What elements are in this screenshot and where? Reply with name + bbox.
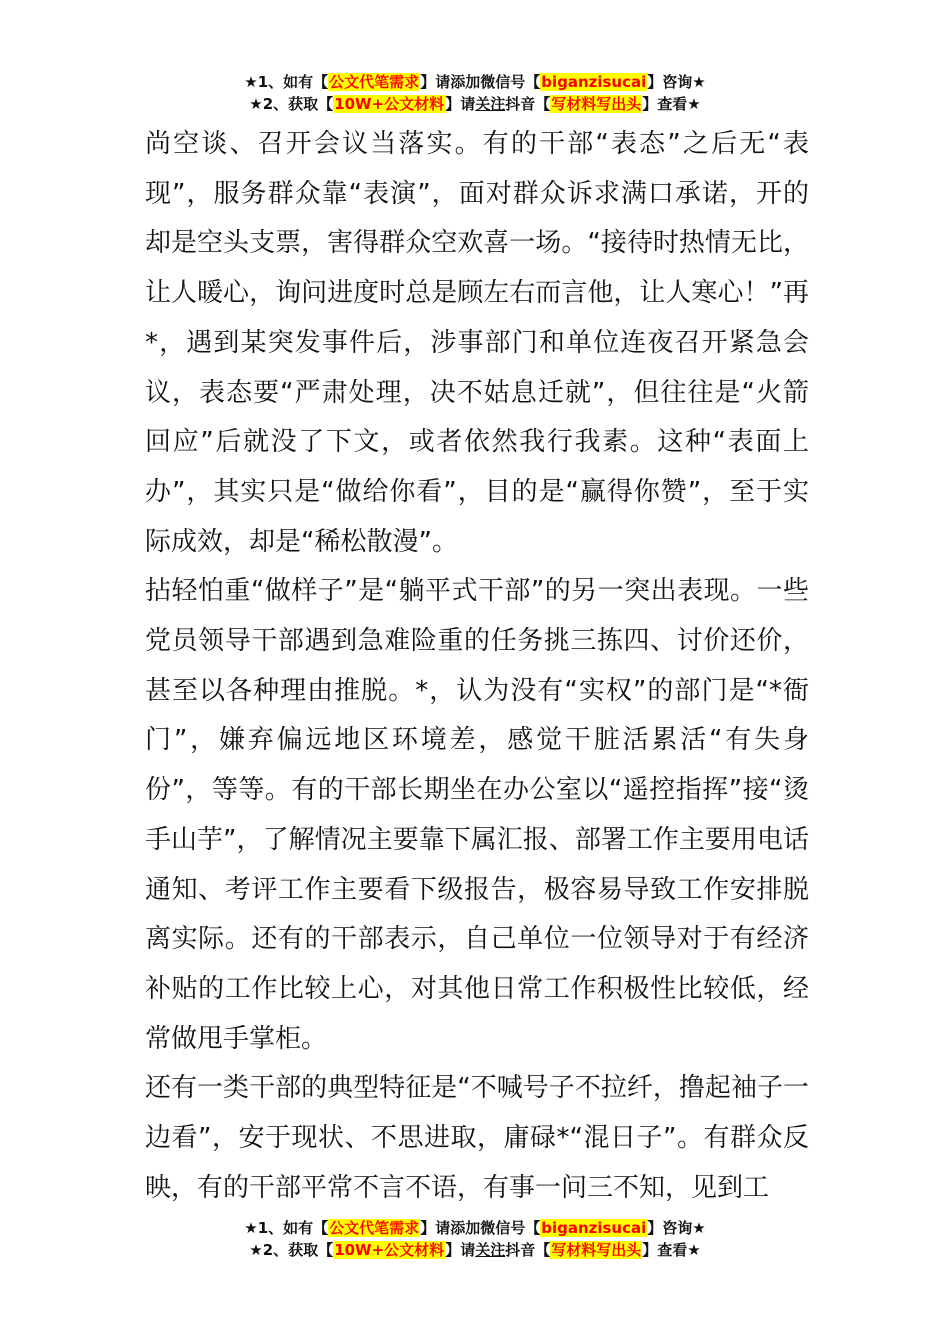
promo-highlight-ghostwriting: 公文代笔需求 bbox=[329, 1219, 420, 1237]
promo-line-1 bbox=[0, 71, 950, 93]
promo-line-2 bbox=[0, 93, 950, 115]
promo-highlight-douyin-account: 写材料写出头 bbox=[551, 1241, 642, 1259]
header-promo-banner bbox=[0, 71, 950, 115]
promo-line-2-suffix: 】查看★ bbox=[642, 1241, 701, 1259]
body-paragraph: 拈轻怕重“做样子”是“躺平式干部”的另一突出表现。一些党员领导干部遇到急难险重的任务挑三拣四、讨价还价，甚至以各种理由推脱。*，认为没有“实权”的部门是“*衙门”，嫌弃偏远地区环境差，感觉干脏活累活“有失身份”，等等。有的干部长期坐在办公室以“遥控指挥”接“烫手山芋”，了解情况主要靠下属汇报、部署工作主要用电话通知、考评工作主要看下级报告，极容易导致工作安排脱离实际。还有的干部表示，自己单位一位领导对于有经济补贴的工作比较上心，对其他日常工作积极性比较低，经常做甩手掌柜。 bbox=[145, 576, 809, 1054]
promo-line-1-suffix: 】咨询★ bbox=[647, 73, 706, 91]
body-paragraph: 尚空谈、召开会议当落实。有的干部“表态”之后无“表现”，服务群众靠“表演”，面对群众诉求满口承诺，开的却是空头支票，害得群众空欢喜一场。“接待时热情无比，让人暖心，询问进度时总是顾左右而言他，让人寒心！”再*，遇到某突发事件后，涉事部门和单位连夜召开紧急会议，表态要“严肃处理，决不姑息迁就”，但往往是“火箭回应”后就没了下文，或者依然我行我素。这种“表面上办”，其实只是“做给你看”，目的是“赢得你赞”，至于实际成效，却是“稀松散漫”。 bbox=[145, 129, 809, 557]
document-body bbox=[145, 120, 809, 1213]
promo-line-1-suffix: 】咨询★ bbox=[647, 1219, 706, 1237]
footer-promo-banner bbox=[0, 1217, 950, 1261]
promo-line-2-mid: 】请 bbox=[445, 1241, 476, 1259]
body-paragraph: 还有一类干部的典型特征是“不喊号子不拉纤，撸起袖子一边看”，安于现状、不思进取，庸碌*“混日子”。有群众反映，有的干部平常不言不语，有事一问三不知，见到工 bbox=[145, 1073, 809, 1203]
promo-line-2-prefix: ★2、获取【 bbox=[249, 95, 334, 113]
promo-line-2 bbox=[0, 1239, 950, 1261]
promo-highlight-wechat-id: biganzisucai bbox=[541, 1219, 647, 1237]
promo-line-2-mid2: 抖音【 bbox=[505, 95, 551, 113]
promo-line-1 bbox=[0, 1217, 950, 1239]
promo-line-1-prefix: ★1、如有【 bbox=[244, 1219, 329, 1237]
promo-highlight-ghostwriting: 公文代笔需求 bbox=[329, 73, 420, 91]
promo-line-1-prefix: ★1、如有【 bbox=[244, 73, 329, 91]
promo-follow-underlined: 关注 bbox=[475, 1241, 506, 1259]
promo-highlight-materials: 10W+公文材料 bbox=[334, 1241, 445, 1259]
promo-line-2-mid2: 抖音【 bbox=[505, 1241, 551, 1259]
promo-line-2-suffix: 】查看★ bbox=[642, 95, 701, 113]
promo-line-1-mid: 】请添加微信号【 bbox=[420, 73, 541, 91]
promo-line-1-mid: 】请添加微信号【 bbox=[420, 1219, 541, 1237]
promo-line-2-prefix: ★2、获取【 bbox=[249, 1241, 334, 1259]
promo-follow-underlined: 关注 bbox=[475, 95, 506, 113]
promo-highlight-wechat-id: biganzisucai bbox=[541, 73, 647, 91]
promo-highlight-materials: 10W+公文材料 bbox=[334, 95, 445, 113]
promo-highlight-douyin-account: 写材料写出头 bbox=[551, 95, 642, 113]
promo-line-2-mid: 】请 bbox=[445, 95, 476, 113]
